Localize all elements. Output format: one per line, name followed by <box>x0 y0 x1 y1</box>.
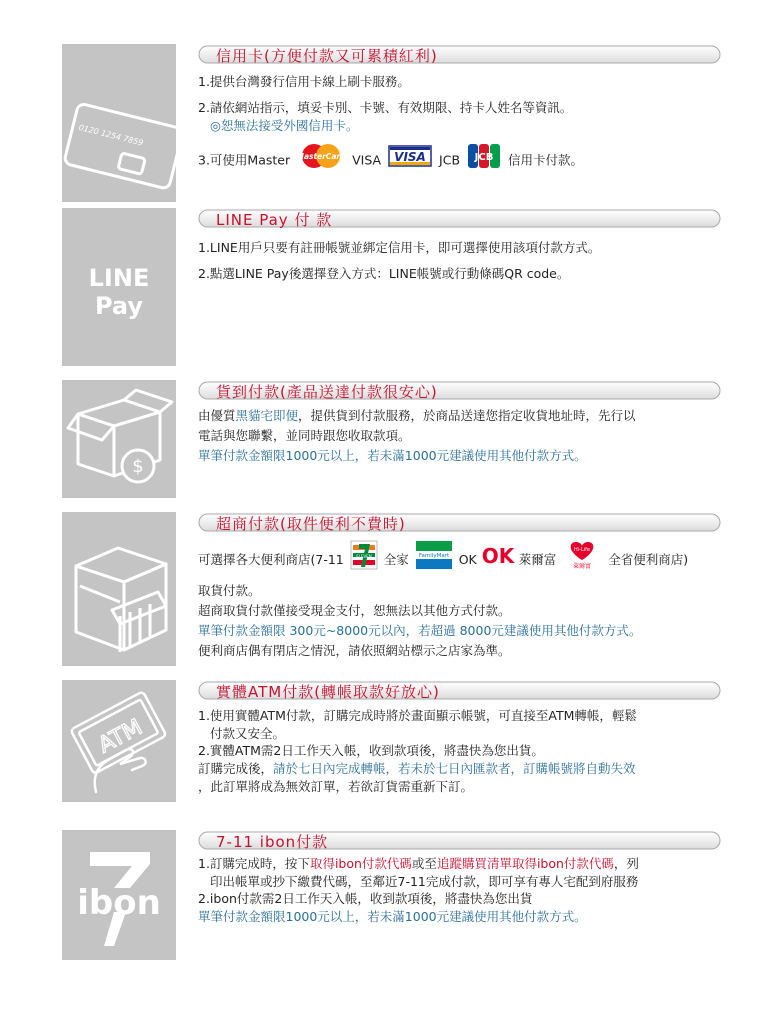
text-segment: 訂購完成後， <box>198 761 274 776</box>
atm-card-hand-icon <box>62 680 176 802</box>
text-segment: ，提供貨到付款服務，於商品送達您指定收貨地址時，先行以 <box>298 408 636 423</box>
credit-card-tile <box>62 44 176 202</box>
section-header <box>198 380 722 402</box>
tcat-link[interactable]: 黑貓宅即便 <box>235 408 299 423</box>
text-line: 2.ibon付款需2日工作天入帳，收到款項後，將盡快為您出貨 <box>198 891 533 906</box>
line-pay-tile <box>62 208 176 366</box>
store-building-icon <box>62 512 176 666</box>
section-ibon <box>62 830 722 962</box>
section-title: LINE Pay 付 款 <box>216 211 333 229</box>
section-atm <box>62 680 722 804</box>
text-line <box>198 760 722 778</box>
atm-tile <box>62 680 176 802</box>
text-line <box>198 854 722 874</box>
hilife-logo-text: Hi-Life <box>574 547 591 553</box>
text-segment: 全省便利商店) <box>608 552 689 567</box>
note-line: 單筆付款金額限 300元~8000元以內，若超過 8000元建議使用其他付款方式。 <box>198 623 642 638</box>
text-line: ，此訂單將成為無效訂單，若欲訂貨需重新下訂。 <box>198 779 474 794</box>
line-logo-text: LINE <box>88 264 150 292</box>
section-title: 7-11 ibon付款 <box>216 833 329 851</box>
cod-tile <box>62 380 176 498</box>
text-segment: OK <box>458 552 477 567</box>
text-line: VISA <box>352 152 382 168</box>
visa-logo-text: VISA <box>394 150 426 164</box>
section-title: 超商付款(取件便利不費時) <box>216 515 406 533</box>
visa-logo <box>388 145 432 177</box>
section-header <box>198 680 722 702</box>
ibon-tile-text: ibon <box>77 883 161 923</box>
note-line: 單筆付款金額限1000元以上，若未滿1000元建議使用其他付款方式。 <box>198 909 587 924</box>
ok-logo-text: OK <box>481 544 514 568</box>
jcb-logo <box>467 142 501 180</box>
text-line: 2.點選LINE Pay後選擇登入方式：LINE帳號或行動條碼QR code。 <box>198 266 570 281</box>
text-segment: 全家 <box>383 552 409 567</box>
text-segment: 1.訂購完成時，按下 <box>198 856 310 871</box>
section-credit-card <box>62 44 722 204</box>
text-line: 1.LINE用戶只要有註冊帳號並綁定信用卡，即可選擇使用該項付款方式。 <box>198 240 601 255</box>
mastercard-logo <box>297 142 345 180</box>
section-header <box>198 830 722 852</box>
text-line: 2.請依網站指示，填妥卡別、卡號、有效期限、持卡人姓名等資訊。 <box>198 100 573 115</box>
hilife-logo-cn-text: 萊爾富 <box>573 563 592 570</box>
ibon-logo <box>62 830 176 960</box>
card-logos-line <box>198 142 722 180</box>
section-convenience-store <box>62 512 722 668</box>
section-title: 貨到付款(產品送達付款很安心) <box>216 383 438 401</box>
text-line: 電話與您聯繫，並同時跟您收取款項。 <box>198 428 411 443</box>
text-line <box>198 406 722 426</box>
atm-tile-text: ATM <box>94 714 147 759</box>
seven-logo-text: ELEVEN <box>355 554 372 559</box>
text-segment: 或至 <box>411 856 437 871</box>
ok-mart-logo <box>481 543 514 578</box>
track-purchase-list-link[interactable]: 追蹤購買清單取得ibon付款代碼 <box>436 856 614 871</box>
get-ibon-code-link[interactable]: 取得ibon付款代碼 <box>309 856 412 871</box>
text-line: 信用卡付款。 <box>508 152 584 168</box>
hilife-logo <box>563 540 601 581</box>
section-title: 實體ATM付款(轉帳取款好放心) <box>216 683 440 701</box>
credit-card-icon <box>62 44 176 202</box>
text-line: 1.使用實體ATM付款，訂購完成時將於畫面顯示帳號，可直接至ATM轉帳，輕鬆 <box>198 708 637 723</box>
store-tile <box>62 512 176 666</box>
text-line: 3.可使用Master <box>198 152 291 168</box>
line-pay-logo <box>62 264 176 320</box>
section-header <box>198 512 722 534</box>
package-money-icon <box>62 380 176 498</box>
seven-eleven-logo <box>351 541 377 580</box>
section-header <box>198 208 722 230</box>
text-line: 超商取貨付款僅接受現金支付，恕無法以其他方式付款。 <box>198 603 511 618</box>
text-segment: 由優質 <box>198 408 236 423</box>
note-line: ◎恕無法接受外國信用卡。 <box>210 118 359 133</box>
store-logos-line <box>198 540 722 581</box>
familymart-logo <box>416 541 452 580</box>
text-segment: 可選擇各大便利商店(7-11 <box>198 552 344 567</box>
text-line: 印出帳單或抄下繳費代碼，至鄰近7-11完成付款，即可享有專人宅配到府服務 <box>210 874 639 889</box>
text-line: 付款又安全。 <box>210 726 286 741</box>
text-line: 2.實體ATM需2日工作天入帳，收到款項後，將盡快為您出貨。 <box>198 743 544 758</box>
note-line: 單筆付款金額限1000元以上，若未滿1000元建議使用其他付款方式。 <box>198 448 587 463</box>
text-segment: 萊爾富 <box>518 552 557 567</box>
card-number-text: 0120 1254 7859 <box>77 122 145 148</box>
note-segment: 請於七日內完成轉帳，若未於七日內匯款者，訂購帳號將自動失效 <box>273 761 636 776</box>
mastercard-logo-text: MasterCard <box>296 152 346 161</box>
jcb-logo-text: JCB <box>474 152 494 163</box>
section-header <box>198 44 722 66</box>
section-cash-on-delivery <box>62 380 722 500</box>
text-line: JCB <box>439 152 461 168</box>
text-line: 1.提供台灣發行信用卡線上刷卡服務。 <box>198 74 410 89</box>
text-line: 便利商店偶有閉店之情況，請依照網站標示之店家為準。 <box>198 643 511 658</box>
text-line: 取貨付款。 <box>198 583 261 598</box>
text-segment: ，列 <box>613 856 639 871</box>
familymart-logo-text: FamilyMart <box>418 553 449 559</box>
svg-text:$: $ <box>132 456 144 477</box>
section-line-pay <box>62 208 722 368</box>
ibon-tile <box>62 830 176 960</box>
section-title: 信用卡(方便付款又可累積紅利) <box>216 47 438 65</box>
pay-logo-text: Pay <box>94 292 144 320</box>
